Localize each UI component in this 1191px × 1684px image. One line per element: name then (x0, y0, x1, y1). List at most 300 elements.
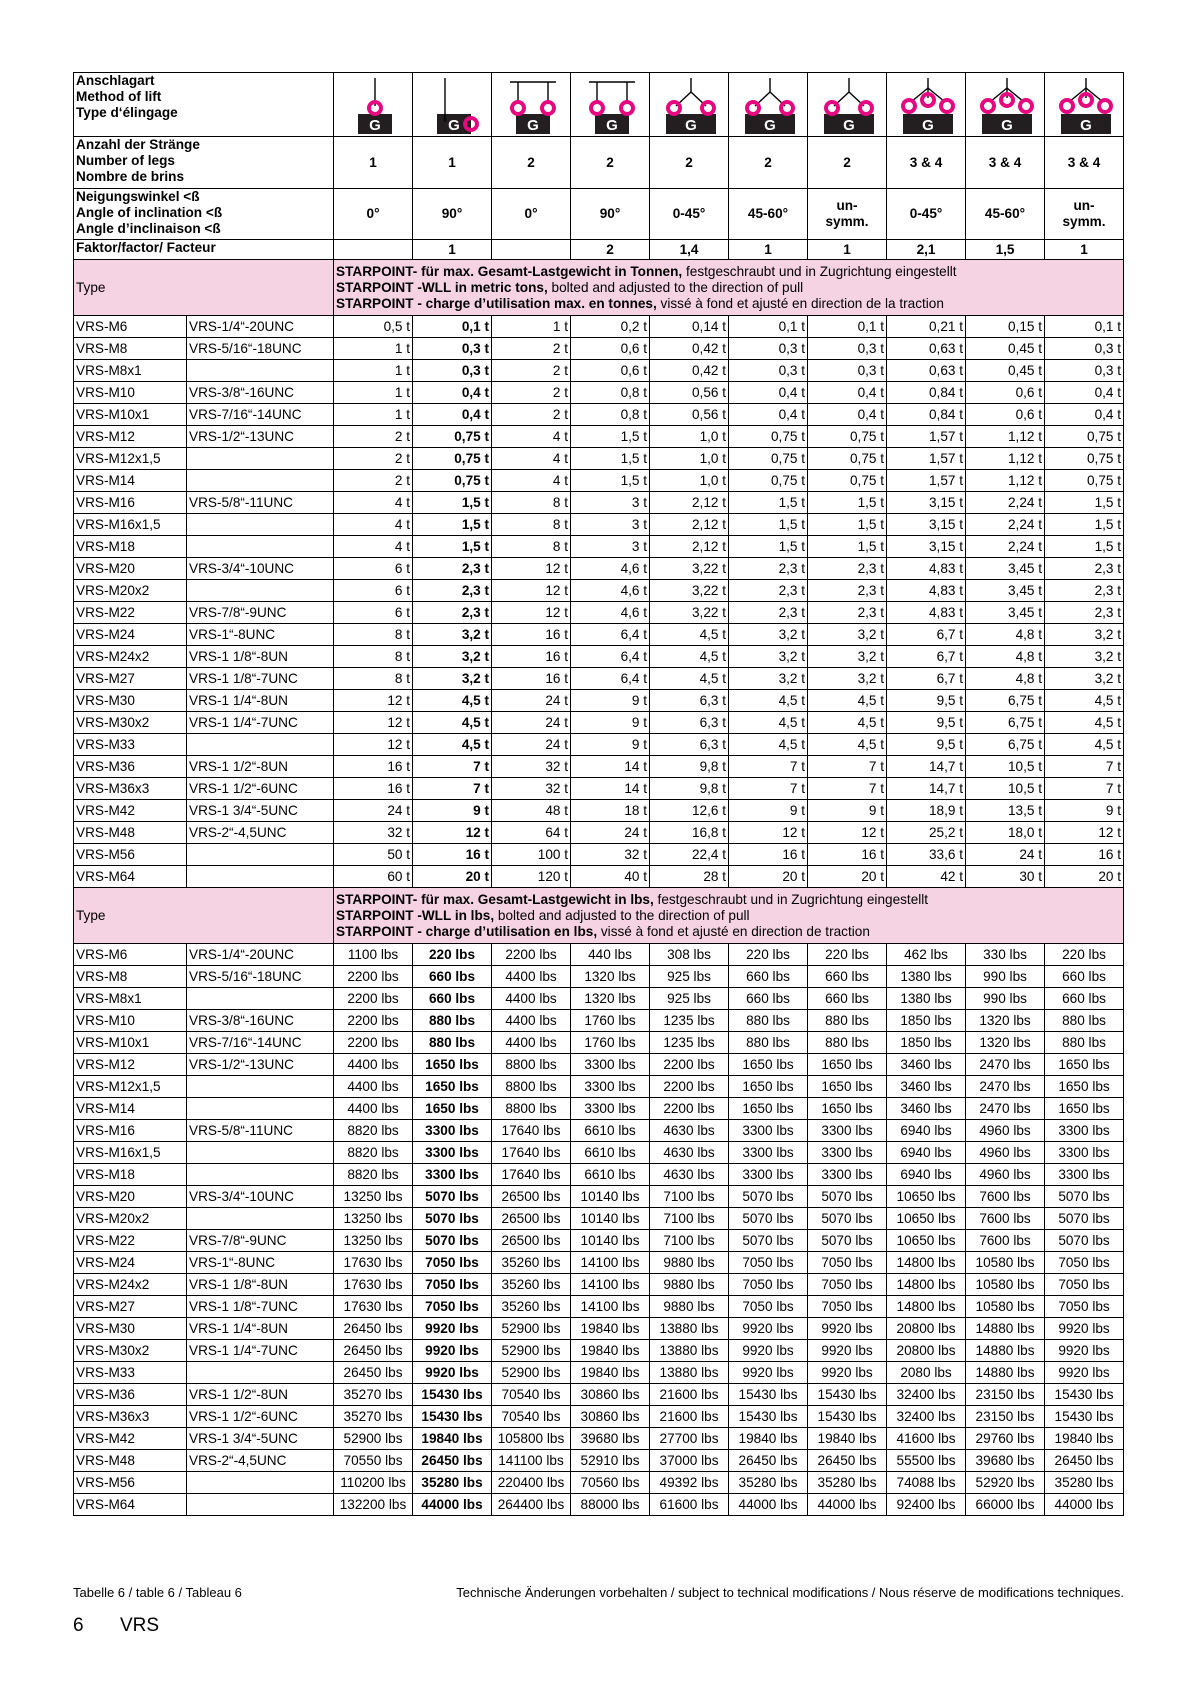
capacity-value: 4 t (492, 426, 571, 448)
capacity-value: 50 t (334, 844, 413, 866)
capacity-value: 3,45 t (966, 558, 1045, 580)
imperial-thread (187, 866, 334, 888)
capacity-value: 6,7 t (887, 668, 966, 690)
metric-thread: VRS-M27 (74, 1296, 187, 1318)
capacity-value-highlight: 0,75 t (413, 470, 492, 492)
capacity-value: 4400 lbs (334, 1098, 413, 1120)
capacity-value: 4960 lbs (966, 1120, 1045, 1142)
angle-row (74, 189, 1124, 240)
capacity-value: 1380 lbs (887, 988, 966, 1010)
capacity-value: 15430 lbs (729, 1406, 808, 1428)
legs-label-line: Nombre de brins (76, 169, 185, 184)
capacity-value: 880 lbs (1045, 1010, 1124, 1032)
capacity-value: 2,24 t (966, 492, 1045, 514)
factor-value: 1 (729, 240, 808, 260)
lbs-title-line (336, 892, 1121, 908)
imperial-thread (187, 514, 334, 536)
metric-thread: VRS-M16x1,5 (74, 1142, 187, 1164)
capacity-value: 880 lbs (808, 1032, 887, 1054)
capacity-value: 6,4 t (571, 668, 650, 690)
capacity-value: 4,8 t (966, 624, 1045, 646)
metric-thread: VRS-M12x1,5 (74, 1076, 187, 1098)
capacity-value: 4,5 t (808, 712, 887, 734)
capacity-value: 6,3 t (650, 734, 729, 756)
capacity-value: 10140 lbs (571, 1186, 650, 1208)
table-row (74, 822, 1124, 844)
capacity-value: 1,5 t (571, 448, 650, 470)
capacity-value: 7050 lbs (808, 1296, 887, 1318)
table-row (74, 448, 1124, 470)
capacity-value: 0,8 t (571, 382, 650, 404)
capacity-value: 8820 lbs (334, 1142, 413, 1164)
imperial-thread: VRS-1/2“-13UNC (187, 1054, 334, 1076)
capacity-value-highlight: 1650 lbs (413, 1098, 492, 1120)
table-row (74, 734, 1124, 756)
capacity-value: 1,12 t (966, 470, 1045, 492)
capacity-value: 2200 lbs (334, 988, 413, 1010)
metric-thread: VRS-M10 (74, 1010, 187, 1032)
capacity-value: 4400 lbs (334, 1054, 413, 1076)
capacity-value: 4,5 t (650, 668, 729, 690)
g-label: G (922, 117, 934, 134)
capacity-value: 220 lbs (729, 944, 808, 966)
capacity-value: 15430 lbs (729, 1384, 808, 1406)
capacity-value: 880 lbs (1045, 1032, 1124, 1054)
capacity-value-highlight: 2,3 t (413, 580, 492, 602)
method-row (74, 73, 1124, 137)
capacity-value: 6,75 t (966, 690, 1045, 712)
table-row (74, 1340, 1124, 1362)
angle-value: 90° (571, 189, 650, 240)
capacity-value-highlight: 1650 lbs (413, 1076, 492, 1098)
capacity-value: 3300 lbs (1045, 1142, 1124, 1164)
capacity-value: 12 t (492, 558, 571, 580)
capacity-value: 0,75 t (1045, 470, 1124, 492)
capacity-value: 6,7 t (887, 624, 966, 646)
capacity-value: 8 t (492, 514, 571, 536)
g-label: G (369, 117, 381, 134)
metric-thread: VRS-M22 (74, 1230, 187, 1252)
capacity-value: 52900 lbs (492, 1340, 571, 1362)
capacity-value: 16 t (492, 646, 571, 668)
factor-value: 1 (413, 240, 492, 260)
capacity-value: 4630 lbs (650, 1164, 729, 1186)
capacity-value-highlight: 660 lbs (413, 988, 492, 1010)
capacity-value-highlight: 35280 lbs (413, 1472, 492, 1494)
legs-value: 2 (571, 137, 650, 189)
table-row (74, 1318, 1124, 1340)
capacity-value: 4 t (334, 514, 413, 536)
capacity-value: 0,75 t (1045, 448, 1124, 470)
capacity-value: 24 t (492, 690, 571, 712)
single-leg-vertical-icon (334, 73, 413, 137)
capacity-value: 6940 lbs (887, 1164, 966, 1186)
capacity-value: 880 lbs (729, 1032, 808, 1054)
capacity-value: 0,3 t (729, 360, 808, 382)
capacity-value: 52900 lbs (334, 1428, 413, 1450)
capacity-value: 24 t (492, 712, 571, 734)
capacity-value: 1 t (334, 404, 413, 426)
capacity-value: 1,5 t (808, 536, 887, 558)
capacity-value: 5070 lbs (1045, 1230, 1124, 1252)
capacity-value: 24 t (966, 844, 1045, 866)
factor-value: 2 (571, 240, 650, 260)
capacity-value-highlight: 3300 lbs (413, 1164, 492, 1186)
table-row (74, 1296, 1124, 1318)
angle-label-line: Neigungswinkel <ß (76, 189, 200, 204)
capacity-value: 9920 lbs (1045, 1318, 1124, 1340)
capacity-value: 3,15 t (887, 492, 966, 514)
table-row (74, 866, 1124, 888)
metric-section-header (74, 260, 1124, 316)
capacity-value: 1,5 t (571, 470, 650, 492)
capacity-value: 1,5 t (1045, 514, 1124, 536)
capacity-value-highlight: 4,5 t (413, 734, 492, 756)
capacity-value: 3,2 t (1045, 624, 1124, 646)
page-number: 6 (73, 1615, 84, 1636)
capacity-value-highlight: 7050 lbs (413, 1274, 492, 1296)
capacity-value: 52910 lbs (571, 1450, 650, 1472)
imperial-thread: VRS-1 1/2“-6UNC (187, 778, 334, 800)
table-row (74, 690, 1124, 712)
capacity-value: 15430 lbs (808, 1406, 887, 1428)
table-row (74, 316, 1124, 338)
capacity-value: 990 lbs (966, 988, 1045, 1010)
capacity-value: 0,1 t (808, 316, 887, 338)
imperial-thread: VRS-1/2“-13UNC (187, 426, 334, 448)
imperial-thread (187, 988, 334, 1010)
capacity-value: 9 t (808, 800, 887, 822)
capacity-value: 6,75 t (966, 712, 1045, 734)
capacity-value: 26500 lbs (492, 1208, 571, 1230)
capacity-value: 4 t (334, 536, 413, 558)
imperial-thread: VRS-1 1/2“-6UNC (187, 1406, 334, 1428)
imperial-thread: VRS-1 1/8“-7UNC (187, 1296, 334, 1318)
capacity-value: 4400 lbs (492, 988, 571, 1010)
factor-value: 1,5 (966, 240, 1045, 260)
capacity-value: 27700 lbs (650, 1428, 729, 1450)
capacity-value: 4 t (492, 470, 571, 492)
g-label: G (606, 117, 618, 134)
capacity-value: 1 t (334, 360, 413, 382)
capacity-value: 21600 lbs (650, 1384, 729, 1406)
capacity-value: 3,45 t (966, 580, 1045, 602)
capacity-value: 1,5 t (1045, 536, 1124, 558)
legs-value: 3 & 4 (1045, 137, 1124, 189)
lbs-title-rest: festgeschraubt und in Zugrichtung eingestellt (653, 891, 929, 907)
capacity-value: 9,5 t (887, 712, 966, 734)
capacity-value: 7050 lbs (808, 1274, 887, 1296)
capacity-value: 9920 lbs (808, 1340, 887, 1362)
angle-label-line: Angle of inclination <ß (76, 205, 223, 220)
factor-value: 1 (1045, 240, 1124, 260)
capacity-value: 0,8 t (571, 404, 650, 426)
capacity-value: 39680 lbs (966, 1450, 1045, 1472)
metric-thread: VRS-M14 (74, 470, 187, 492)
capacity-value: 26450 lbs (334, 1362, 413, 1384)
capacity-value: 1,57 t (887, 448, 966, 470)
capacity-value-highlight: 0,75 t (413, 448, 492, 470)
capacity-value: 3300 lbs (808, 1120, 887, 1142)
capacity-value: 33,6 t (887, 844, 966, 866)
table-row (74, 1362, 1124, 1384)
capacity-value-highlight: 44000 lbs (413, 1494, 492, 1516)
capacity-value: 35270 lbs (334, 1384, 413, 1406)
metric-thread: VRS-M36x3 (74, 1406, 187, 1428)
imperial-thread: VRS-1 1/4“-7UNC (187, 712, 334, 734)
capacity-value: 9 t (571, 712, 650, 734)
capacity-value-highlight: 16 t (413, 844, 492, 866)
capacity-value: 3300 lbs (571, 1098, 650, 1120)
imperial-thread: VRS-1 3/4“-5UNC (187, 1428, 334, 1450)
imperial-thread: VRS-7/16“-14UNC (187, 404, 334, 426)
capacity-value: 9 t (571, 690, 650, 712)
angle-value: 45-60° (966, 189, 1045, 240)
g-label: G (843, 117, 855, 134)
imperial-thread: VRS-5/8“-11UNC (187, 1120, 334, 1142)
g-label: G (764, 117, 776, 134)
capacity-value: 20 t (729, 866, 808, 888)
metric-thread: VRS-M18 (74, 1164, 187, 1186)
capacity-value: 1650 lbs (729, 1054, 808, 1076)
capacity-value: 32 t (334, 822, 413, 844)
capacity-value: 7100 lbs (650, 1186, 729, 1208)
capacity-value: 1,12 t (966, 426, 1045, 448)
capacity-value: 9 t (571, 734, 650, 756)
metric-thread: VRS-M10x1 (74, 404, 187, 426)
capacity-value: 2 t (492, 382, 571, 404)
capacity-value: 6 t (334, 580, 413, 602)
capacity-value: 18,9 t (887, 800, 966, 822)
legs-value: 2 (808, 137, 887, 189)
capacity-value-highlight: 0,1 t (413, 316, 492, 338)
legs-label (74, 137, 334, 189)
lbs-title-rest: bolted and adjusted to the direction of pull (494, 907, 750, 923)
capacity-value: 3 t (571, 492, 650, 514)
capacity-value: 1320 lbs (571, 966, 650, 988)
capacity-value: 1,5 t (729, 536, 808, 558)
capacity-value: 7050 lbs (808, 1252, 887, 1274)
capacity-value: 3300 lbs (808, 1142, 887, 1164)
capacity-value: 16 t (729, 844, 808, 866)
capacity-value: 12 t (492, 580, 571, 602)
capacity-value: 88000 lbs (571, 1494, 650, 1516)
capacity-value: 9,8 t (650, 756, 729, 778)
capacity-value: 0,3 t (729, 338, 808, 360)
metric-thread: VRS-M42 (74, 1428, 187, 1450)
capacity-value: 32 t (492, 778, 571, 800)
capacity-value-highlight: 660 lbs (413, 966, 492, 988)
capacity-value: 4630 lbs (650, 1120, 729, 1142)
capacity-value: 0,56 t (650, 404, 729, 426)
capacity-value: 12,6 t (650, 800, 729, 822)
capacity-value: 0,4 t (1045, 382, 1124, 404)
capacity-value: 42 t (887, 866, 966, 888)
capacity-value: 3300 lbs (729, 1164, 808, 1186)
capacity-value: 41600 lbs (887, 1428, 966, 1450)
load-capacity-table (73, 72, 1124, 1516)
metric-thread: VRS-M33 (74, 734, 187, 756)
capacity-value: 17640 lbs (492, 1120, 571, 1142)
metric-title-rest: bolted and adjusted to the direction of pull (547, 279, 804, 295)
capacity-value-highlight: 3300 lbs (413, 1120, 492, 1142)
table-row (74, 1450, 1124, 1472)
capacity-value: 1650 lbs (729, 1098, 808, 1120)
capacity-value: 0,6 t (571, 338, 650, 360)
capacity-value: 2470 lbs (966, 1098, 1045, 1120)
capacity-value: 0,75 t (1045, 426, 1124, 448)
capacity-value: 6,4 t (571, 624, 650, 646)
capacity-value: 0,1 t (729, 316, 808, 338)
capacity-value: 0,3 t (1045, 360, 1124, 382)
metric-thread: VRS-M30x2 (74, 712, 187, 734)
table-row (74, 1054, 1124, 1076)
capacity-value: 7600 lbs (966, 1208, 1045, 1230)
capacity-value: 6,3 t (650, 712, 729, 734)
capacity-value: 1320 lbs (966, 1032, 1045, 1054)
capacity-value: 3300 lbs (1045, 1120, 1124, 1142)
capacity-value: 14,7 t (887, 778, 966, 800)
capacity-value: 12 t (729, 822, 808, 844)
lbs-title-line (336, 924, 1121, 940)
capacity-value: 23150 lbs (966, 1406, 1045, 1428)
table-row (74, 966, 1124, 988)
capacity-value: 14100 lbs (571, 1274, 650, 1296)
capacity-value: 7100 lbs (650, 1230, 729, 1252)
capacity-value-highlight: 5070 lbs (413, 1208, 492, 1230)
capacity-value: 4630 lbs (650, 1142, 729, 1164)
capacity-value: 35260 lbs (492, 1296, 571, 1318)
capacity-value: 10650 lbs (887, 1230, 966, 1252)
imperial-thread: VRS-1/4“-20UNC (187, 316, 334, 338)
imperial-thread (187, 536, 334, 558)
angle-value: 90° (413, 189, 492, 240)
capacity-value: 12 t (334, 734, 413, 756)
capacity-value: 0,4 t (808, 404, 887, 426)
metric-thread: VRS-M48 (74, 822, 187, 844)
capacity-value: 0,6 t (966, 382, 1045, 404)
capacity-value: 2,3 t (1045, 580, 1124, 602)
capacity-value-highlight: 4,5 t (413, 690, 492, 712)
lbs-type-label: Type (74, 888, 334, 944)
capacity-value: 6610 lbs (571, 1120, 650, 1142)
capacity-value: 1,5 t (729, 492, 808, 514)
imperial-thread: VRS-1 1/8“-8UN (187, 1274, 334, 1296)
capacity-value: 3300 lbs (808, 1164, 887, 1186)
capacity-value: 2200 lbs (492, 944, 571, 966)
capacity-value: 8800 lbs (492, 1054, 571, 1076)
capacity-value: 14800 lbs (887, 1296, 966, 1318)
metric-thread: VRS-M20x2 (74, 1208, 187, 1230)
capacity-value: 1,5 t (808, 492, 887, 514)
capacity-value: 1650 lbs (808, 1076, 887, 1098)
capacity-value-highlight: 220 lbs (413, 944, 492, 966)
table-row (74, 558, 1124, 580)
capacity-value: 15430 lbs (1045, 1384, 1124, 1406)
capacity-value: 1,0 t (650, 470, 729, 492)
capacity-value: 9,5 t (887, 690, 966, 712)
capacity-value: 30860 lbs (571, 1406, 650, 1428)
capacity-value: 26500 lbs (492, 1230, 571, 1252)
imperial-thread: VRS-3/4“-10UNC (187, 558, 334, 580)
capacity-value: 2200 lbs (650, 1098, 729, 1120)
capacity-value: 9 t (1045, 800, 1124, 822)
metric-thread: VRS-M56 (74, 1472, 187, 1494)
capacity-value: 13880 lbs (650, 1340, 729, 1362)
capacity-value: 2 t (492, 360, 571, 382)
capacity-value: 70550 lbs (334, 1450, 413, 1472)
two-leg-vertical-icon (492, 73, 571, 137)
capacity-value: 1235 lbs (650, 1032, 729, 1054)
capacity-value: 4,8 t (966, 668, 1045, 690)
capacity-value: 1,5 t (808, 514, 887, 536)
capacity-value: 880 lbs (808, 1010, 887, 1032)
capacity-value-highlight: 1,5 t (413, 514, 492, 536)
capacity-value: 1320 lbs (966, 1010, 1045, 1032)
table-row (74, 382, 1124, 404)
imperial-thread: VRS-1 1/2“-8UN (187, 756, 334, 778)
capacity-value: 0,2 t (571, 316, 650, 338)
metric-thread: VRS-M12x1,5 (74, 448, 187, 470)
capacity-value: 26500 lbs (492, 1186, 571, 1208)
table-row (74, 602, 1124, 624)
capacity-value: 12 t (334, 712, 413, 734)
capacity-value: 18 t (571, 800, 650, 822)
capacity-value: 0,75 t (729, 426, 808, 448)
capacity-value: 26450 lbs (1045, 1450, 1124, 1472)
technical-note: Technische Änderungen vorbehalten / subject to technical modifications / Nous réserve de modifications techniques. (456, 1585, 1124, 1600)
capacity-value: 32400 lbs (887, 1406, 966, 1428)
capacity-value: 2,3 t (1045, 558, 1124, 580)
capacity-value: 330 lbs (966, 944, 1045, 966)
capacity-value: 3,15 t (887, 536, 966, 558)
capacity-value: 1850 lbs (887, 1032, 966, 1054)
capacity-value: 24 t (492, 734, 571, 756)
legs-label-line: Anzahl der Stränge (76, 137, 200, 152)
imperial-thread: VRS-1 1/4“-8UN (187, 1318, 334, 1340)
factor-value (334, 240, 413, 260)
capacity-value: 660 lbs (808, 966, 887, 988)
imperial-thread: VRS-3/4“-10UNC (187, 1186, 334, 1208)
capacity-value: 4,5 t (808, 734, 887, 756)
metric-thread: VRS-M12 (74, 1054, 187, 1076)
metric-title-rest: festgeschraubt und in Zugrichtung eingestellt (682, 263, 957, 279)
capacity-value: 12 t (492, 602, 571, 624)
capacity-value: 4400 lbs (492, 966, 571, 988)
capacity-value: 20800 lbs (887, 1318, 966, 1340)
single-leg-angled-icon (413, 73, 492, 137)
capacity-value: 4,6 t (571, 558, 650, 580)
capacity-value: 26450 lbs (334, 1340, 413, 1362)
legs-value: 3 & 4 (966, 137, 1045, 189)
capacity-value: 3300 lbs (1045, 1164, 1124, 1186)
capacity-value: 2,24 t (966, 536, 1045, 558)
capacity-value: 40 t (571, 866, 650, 888)
capacity-value: 35280 lbs (1045, 1472, 1124, 1494)
capacity-value: 2,3 t (808, 580, 887, 602)
capacity-value: 19840 lbs (729, 1428, 808, 1450)
capacity-value: 10140 lbs (571, 1230, 650, 1252)
capacity-value: 0,4 t (1045, 404, 1124, 426)
capacity-value: 7 t (729, 756, 808, 778)
capacity-value: 6,3 t (650, 690, 729, 712)
capacity-value: 8820 lbs (334, 1164, 413, 1186)
capacity-value: 3460 lbs (887, 1098, 966, 1120)
capacity-value: 3,2 t (729, 668, 808, 690)
capacity-value-highlight: 12 t (413, 822, 492, 844)
capacity-value: 16 t (334, 756, 413, 778)
capacity-value: 12 t (1045, 822, 1124, 844)
